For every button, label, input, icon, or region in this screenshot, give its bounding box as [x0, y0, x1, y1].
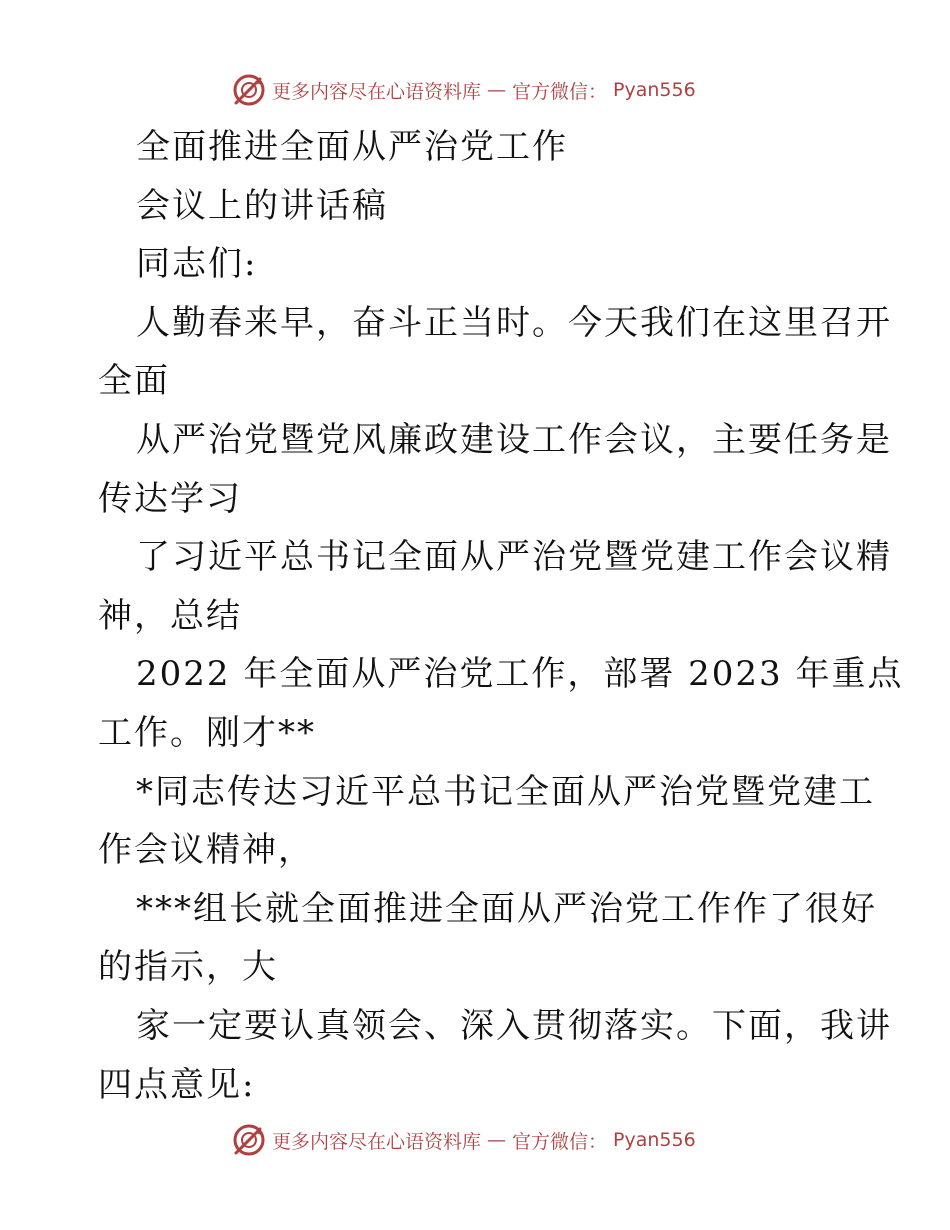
banner-dash: —: [487, 1129, 507, 1151]
document-line: 从严治党暨党风廉政建设工作会议，主要任务是: [136, 419, 892, 460]
document-line: 人勤春来早，奋斗正当时。今天我们在这里召开: [136, 302, 892, 343]
banner-wechat-id: Pyan556: [613, 79, 696, 101]
banner-text: 更多内容尽在心语资料库: [272, 80, 482, 103]
document-line: 全面: [98, 361, 170, 402]
document-line: 工作。刚才**: [98, 712, 316, 753]
footer-banner: [232, 1122, 696, 1158]
document-line: 传达学习: [98, 478, 242, 519]
banner-wechat-label: 官方微信：: [512, 80, 608, 103]
document-line: 会议上的讲话稿: [136, 185, 388, 226]
document-line: 作会议精神，: [98, 830, 314, 871]
header-banner: [232, 72, 696, 108]
document-line: ***组长就全面推进全面从严治党工作作了很好: [136, 888, 877, 929]
brand-logo-icon: [232, 73, 266, 107]
document-line: 的指示，大: [98, 947, 278, 988]
document-line: 家一定要认真领会、深入贯彻落实。下面，我讲: [136, 1005, 892, 1046]
banner-wechat-id: Pyan556: [613, 1129, 696, 1151]
banner-wechat-label: 官方微信：: [512, 1130, 608, 1153]
document-line: *同志传达习近平总书记全面从严治党暨党建工: [136, 771, 875, 812]
document-line: 全面推进全面从严治党工作: [136, 127, 568, 167]
brand-logo-icon: [232, 1123, 266, 1157]
document-line: 2022 年全面从严治党工作，部署 2023 年重点: [136, 654, 904, 695]
document-line: 四点意见:: [98, 1064, 256, 1105]
banner-dash: —: [487, 79, 507, 101]
banner-text: 更多内容尽在心语资料库: [272, 1130, 482, 1153]
document-line: 了习近平总书记全面从严治党暨党建工作会议精: [136, 537, 892, 578]
document-body: [98, 118, 904, 1114]
document-line: 同志们:: [136, 244, 258, 285]
document-line: 神，总结: [98, 595, 242, 636]
